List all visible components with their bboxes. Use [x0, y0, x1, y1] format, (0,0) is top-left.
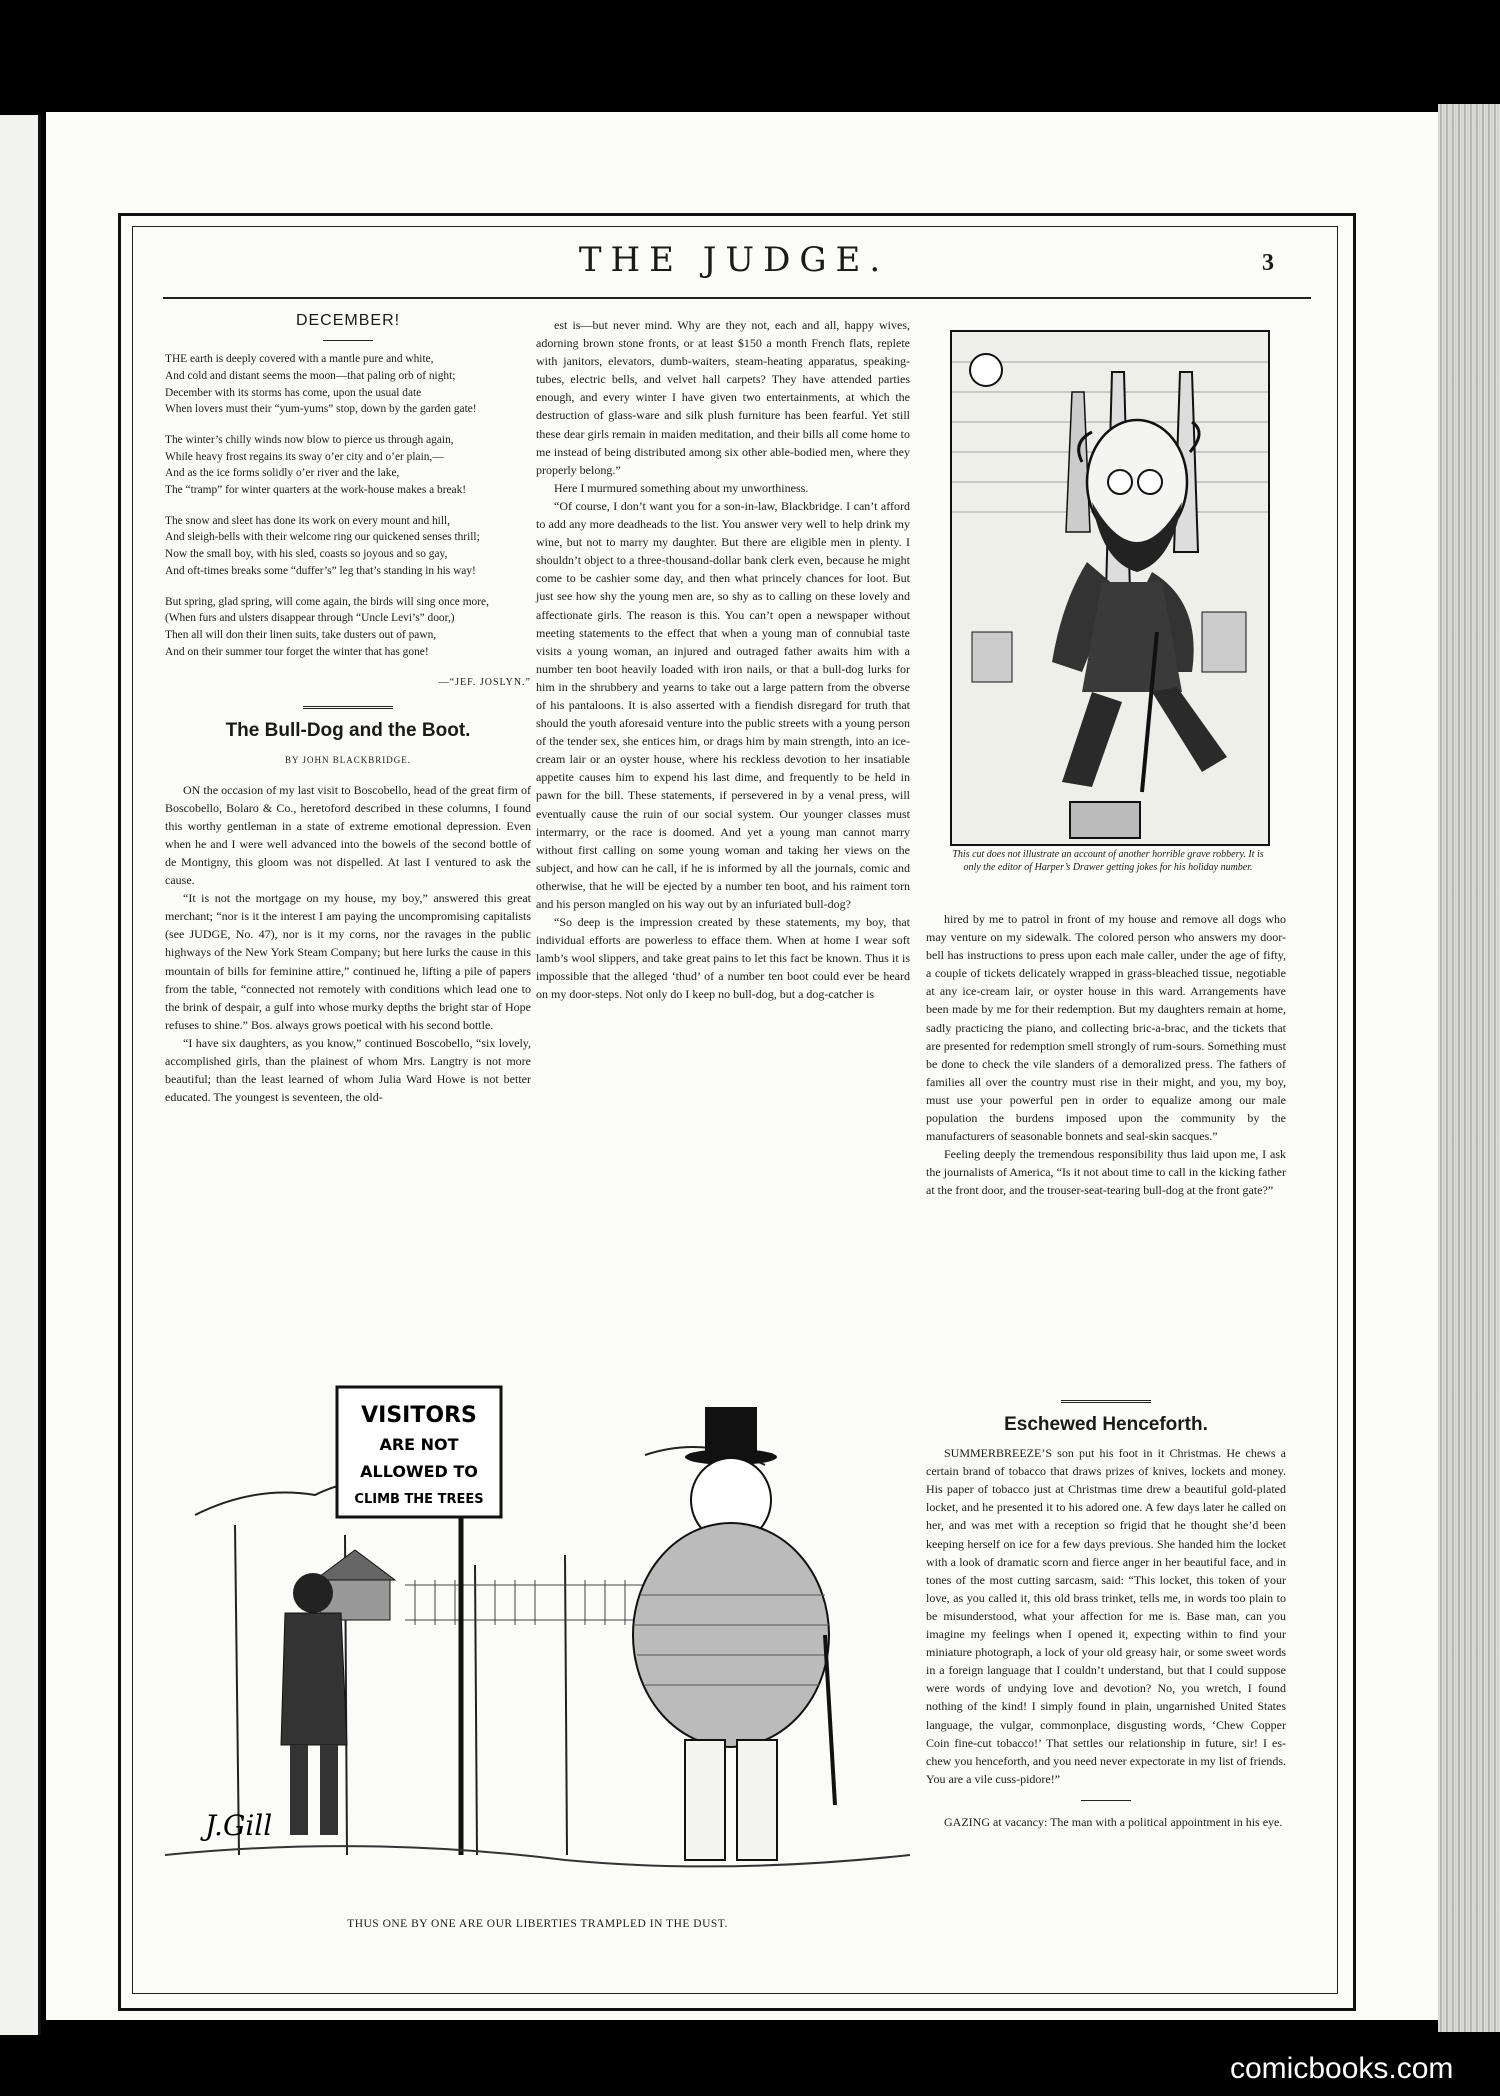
cartoon-caption: THUS ONE BY ONE ARE OUR LIBERTIES TRAMPLED IN THE DUST.	[347, 1918, 728, 1930]
poem-line: When lovers must their “yum-yums” stop, down by the garden gate!	[165, 403, 477, 416]
article-title: The Bull-Dog and the Boot.	[225, 720, 471, 742]
sign-line-1: VISITORS	[361, 1403, 477, 1428]
poem-rule	[323, 340, 373, 341]
poem-stanza	[165, 513, 531, 580]
article2-body	[926, 1444, 1286, 1788]
paragraph: “Of course, I don’t want you for a son-in-law, Blackbridge. I can’t afford to add any more deadheads to the list. You answer very well to help drink my wine, but not to marry my daughter. But there are eligible men in plenty. I shouldn’t object to a three-thousand-dollar bank clerk even, because he might come to be cashier some day, and then what princely chances for loot. But just see how shy the young men are, so shy as to calling on these lovely and affectionate girls. The reason is this. You can’t open a newspaper without meeting statements to the effect that when a young man of connubial taste visits a young woman, an injured and outraged father awaits him with a number ten boot heavily loaded with iron nails, or that a bull-dog lurks for him in the shrubbery and yearns to take out a large pattern from the obverse of his pantaloons. It is also asserted with a fiendish disregard for truth that should the youth aforesaid venture into the public streets with a young person of the tender sex, she entices him, or drags him by main strength, into an ice-cream lair or an oyster house, where his reckless devotion to her insatiable appetite causes him to expend his last dime, and frequently to be held in pawn for the bill. These statements, if persevered in by a venal press, will eventually cause the ruin of our social system. Our younger classes must intermarry, or the race is doomed. And yet a young man cannot marry without first calling on some young woman and taking her views on the subject, and how can he call, if he is informed by all the journals, comic and otherwise, that he will be ejected by a number ten boot, and his raiment torn and his person mangled on his way out by an infuriated bull-dog?	[536, 498, 910, 911]
paragraph: est is—but never mind. Why are they not, each and all, happy wives, adorning brown stone fronts, or at least $150 a month French flats, replete with janitors, elevators, dumb-waiters, steam-heating apparatus, speaking-tubes, electric bells, and velvet hall carpets? They have attended parties enough, and every winter I have given two entertainments, at which the destruction of glass-ware and silk plush furniture has been fearful. Yet still these dear girls remain in maiden meditation, and their bills all come home to me instead of being distributed among six other able-bodied men, where they properly belong.”	[536, 318, 910, 477]
section-divider-2	[1061, 1400, 1151, 1406]
poem-stanza	[165, 351, 531, 418]
paragraph: hired by me to patrol in front of my house and remove all dogs who may venture on my sidewalk. The colored person who answers my door-bell has instructions to press upon each male caller, under the age of fifty, a couple of tickets delicately wrapped in grass-bleached tissue, negotiable at any ice-cream lair, or oyster house in this ward. Arrangements have been made by me for their redemption. But my daughters remain at home, sadly practicing the piano, and collecting bric-a-brac, and the tickets that are presented for redemption smell strongly of rum-sours. Something must be done to check the vile slanders of a demoralized press. The fathers of families all over the country must rise in their might, and you, my boy, must use your powerful pen in order to equalize among our male population the burdens imposed upon the community by the manufacturers of seasonable bonnets and seal-skin sacques.”	[926, 912, 1286, 1144]
sign-line-4: CLIMB THE TREES	[354, 1492, 484, 1507]
poem-line: And sleigh-bells with their welcome ring our quickened senses thrill;	[165, 531, 480, 544]
old-man-drawing	[952, 332, 1268, 844]
poem-line: And as the ice forms solidly o’er river and the lake,	[165, 467, 400, 480]
poem-line: While heavy frost regains its sway o’er city and o’er plain,—	[165, 450, 444, 463]
poem-line: And oft-times breaks some “duffer’s” leg that’s standing in his way!	[165, 564, 476, 577]
cartoon-illustration	[165, 1335, 910, 1895]
paragraph: “I have six daughters, as you know,” continued Boscobello, “six lovely, accomplished girls, than the plainest of whom Mrs. Langtry is not more beautiful; than the least learned of whom Julia Ward Howe is not better educated. The youngest is seventeen, the old-	[165, 1035, 531, 1105]
illustration-old-man	[950, 330, 1270, 846]
article-body-col1	[165, 781, 531, 1107]
poem-line: Now the small boy, with his sled, coasts so joyous and so gay,	[165, 548, 448, 561]
facing-page-edge	[0, 115, 41, 2035]
sign-line-2: ARE NOT	[379, 1435, 459, 1454]
poem-line: THE earth is deeply covered with a mantle pure and white,	[165, 353, 434, 366]
poem-line: The “tramp” for winter quarters at the work-house makes a break!	[165, 484, 467, 497]
poem-line: The snow and sleet has done its work on every mount and hill,	[165, 514, 451, 527]
page-number: 3	[1262, 250, 1274, 276]
footnote-rule	[1081, 1800, 1131, 1801]
poem-stanza	[165, 594, 531, 661]
poem-line: And cold and distant seems the moon—that paling orb of night;	[165, 369, 456, 382]
page-stack-edges	[1438, 104, 1500, 2032]
poem-title: DECEMBER!	[295, 312, 401, 329]
column-3-lower	[926, 1400, 1286, 1831]
masthead-title: THE JUDGE.	[578, 240, 890, 280]
paragraph: Here I murmured something about my unworthiness.	[554, 480, 809, 495]
article-body-col2	[536, 316, 910, 1004]
article-byline: BY JOHN BLACKBRIDGE.	[285, 754, 411, 765]
poem-line: But spring, glad spring, will come again, the birds will sing once more,	[165, 595, 489, 608]
section-divider	[303, 706, 393, 712]
poem-line: December with its storms has come, upon the usual date	[165, 386, 422, 399]
masthead-rule	[163, 297, 1311, 299]
poem-line: The winter’s chilly winds now blow to pierce us through again,	[165, 433, 454, 446]
article2-title: Eschewed Henceforth.	[1004, 1414, 1208, 1435]
artist-signature: J.Gill	[205, 1809, 273, 1842]
poem-signature: —“JEF. JOSLYN.”	[438, 677, 531, 689]
article-body-col3	[926, 910, 1286, 1200]
column-2	[536, 316, 910, 1004]
poem-stanza	[165, 432, 531, 499]
footnote: GAZING at vacancy: The man with a political appointment in his eye.	[944, 1814, 1283, 1829]
paragraph: “So deep is the impression created by these statements, my boy, that individual efforts are powerless to efface them. When at home I wear soft lamb’s wool slippers, and take great pains to let this fact be known. Thus it is impossible that the alleged ‘thud’ of a number ten boot could ever be heard on my door-steps. Not only do I keep no bull-dog, but a dog-catcher is	[536, 915, 910, 1002]
paragraph: SUMMERBREEZE’S son put his foot in it Christmas. He chews a certain brand of tobacco that draws prizes of knives, lockets and money. His paper of tobacco just at Christmas time drew a beautiful gold-plated locket, and he presented it to his adored one. A few days later he called on her, and was met with a reception so frigid that he thought she’d been keeping herself on ice for a few days previous. She handed him the locket with a look of dramatic scorn and fierce anger in her beautiful face, and in tones of the most cutting sarcasm, said: “This locket, this token of your love, as you called it, this old brass trinket, tells me, in words too plain to be misunderstood, what your affection for me is. Base man, can you imagine my feelings when I opened it, expecting within to find your miniature photograph, a lock of your old greasy hair, or some sweet words in a foreign language that I couldn’t understand, but that I could suppose were words of undying love and devotion? No, you wretch, I found nothing of the kind! I simply found in plain, ungarnished United States language, the vulgar, commonplace, disgusting words, ‘Chew Copper Coin fine-cut tobacco!’ That settles our relationship in future, sir! I es-chew you henceforth, and you need never expectorate in my list of friends. You are a vile cuss-pidore!”	[926, 1446, 1286, 1786]
illustration-caption: This cut does not illustrate an account of another horrible grave robbery. It is only the editor of Harper’s Drawer getting jokes for his holiday number.	[952, 849, 1264, 873]
column-3-upper	[926, 910, 1286, 1200]
poem-body	[165, 351, 531, 660]
column-1	[165, 312, 531, 1106]
cartoon-drawing	[165, 1335, 910, 1895]
poem-line: And on their summer tour forget the winter that has gone!	[165, 645, 429, 658]
poem-line: Then all will don their linen suits, take dusters out of pawn,	[165, 628, 437, 641]
paragraph: Feeling deeply the tremendous responsibility thus laid upon me, I ask the journalists of America, “Is it not about time to call in the kicking father at the front door, and the trouser-seat-tearing bull-dog at the front gate?”	[926, 1147, 1286, 1198]
scan-border-top	[0, 0, 1500, 115]
watermark-text: comicbooks.com	[1230, 2052, 1454, 2085]
sign-line-3: ALLOWED TO	[360, 1462, 478, 1481]
paragraph: “It is not the mortgage on my house, my boy,” answered this great merchant; “nor is it the interest I am paying the uncompromising capitalists (see JUDGE, No. 47), nor is it my corns, nor the ravages in the public highways of the New York Steam Company; but here lurks the cause in this mountain of bills for feminine attire,” continued he, lifting a pile of papers from the table, “connected not remotely with conditions which lead one to the brink of despair, a gulf into whose murky depths the bright star of Hope refuses to shine.” Bos. always grows poetical with his second bottle.	[165, 891, 531, 1032]
poem-line: (When furs and ulsters disappear through “Uncle Levi’s” door,)	[165, 612, 455, 625]
paragraph: ON the occasion of my last visit to Boscobello, head of the great firm of Boscobello, Bolaro & Co., heretoford described in these columns, I found this worthy gentleman in a state of extreme emotional depression. Even when he and I were well advanced into the bowels of the second bottle of de Montigny, this gloom was not dispelled. At last I ventured to ask the cause.	[165, 782, 531, 888]
